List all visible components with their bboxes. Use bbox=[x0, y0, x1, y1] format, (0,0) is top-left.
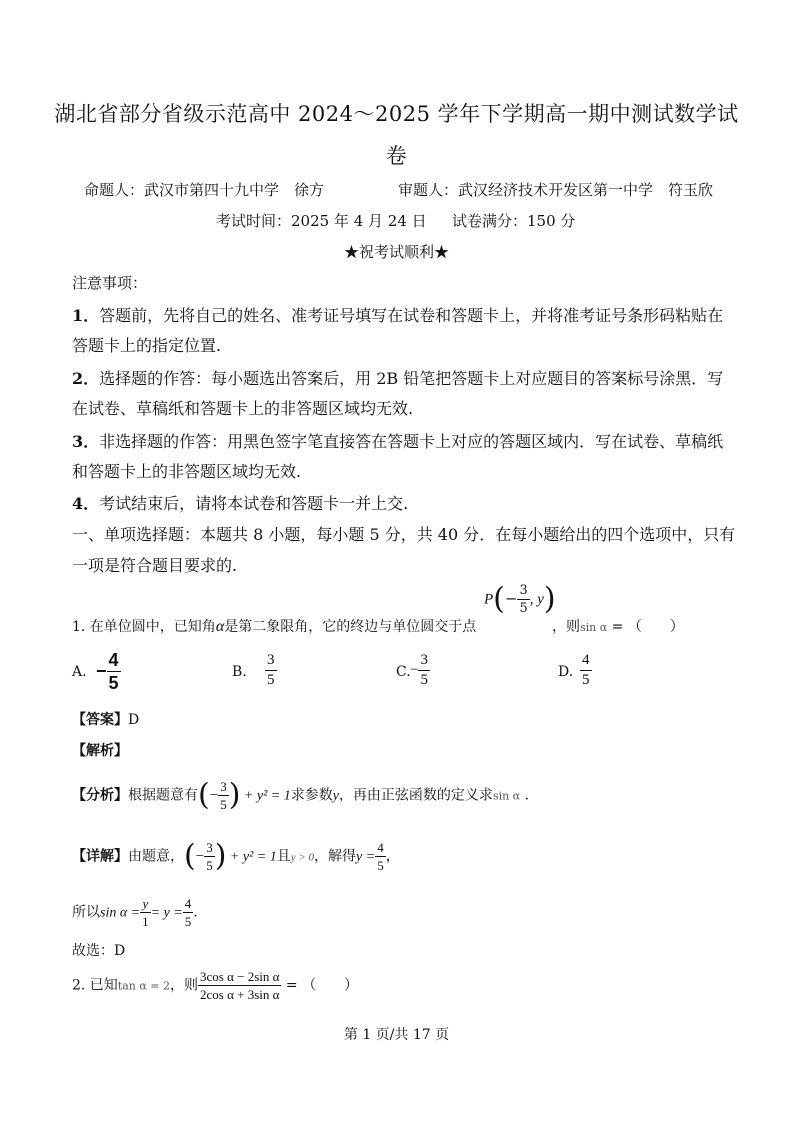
fenxi-end: . bbox=[520, 787, 530, 804]
suoyi-mid: = y = bbox=[150, 905, 183, 921]
option-d-den: 5 bbox=[582, 672, 590, 688]
suoyi-frac1 bbox=[140, 897, 151, 928]
q1-point-den: 5 bbox=[519, 601, 528, 616]
fenxi-label: 【分析】 bbox=[72, 787, 128, 804]
suoyi-sin: sin α = bbox=[100, 905, 141, 921]
section1-line2: 一项是符合题目要求的. bbox=[72, 556, 238, 575]
answer-value: D bbox=[128, 712, 140, 728]
notice-item-1-num: 1． bbox=[72, 306, 100, 325]
q2-den: 2cos α + 3sin α bbox=[200, 987, 280, 1002]
xiangjie-minus: − bbox=[195, 848, 205, 865]
suoyi-frac2 bbox=[183, 897, 194, 928]
xiangjie-text1: 由题意， bbox=[128, 848, 184, 865]
answer-label: 【答案】 bbox=[72, 712, 128, 728]
q2-num: 3cos α − 2sin α bbox=[200, 969, 280, 984]
suoyi-den2: 5 bbox=[184, 914, 192, 929]
option-b-den: 5 bbox=[267, 672, 275, 688]
fenxi-eq: + y² = 1 bbox=[240, 788, 291, 804]
q1-sin-alpha: sin α bbox=[580, 621, 608, 634]
fenxi-minus: − bbox=[209, 787, 219, 804]
section1-line1: 一、单项选择题：本题共 8 小题，每小题 5 分，共 40 分．在每小题给出的四个选项中，只有 bbox=[72, 525, 736, 544]
suoyi-line bbox=[72, 897, 198, 928]
xiangjie-label: 【详解】 bbox=[72, 848, 128, 865]
fenxi-text2: 求参数 bbox=[290, 787, 333, 804]
left-paren: ( bbox=[198, 777, 210, 813]
fenxi-text1: 根据题意有 bbox=[128, 787, 198, 804]
notice-item-4-text: 考试结束后，请将本试卷和答题卡一并上交. bbox=[99, 494, 409, 513]
xiangjie-result-den: 5 bbox=[377, 858, 384, 873]
notice-item-3-num: 3． bbox=[72, 432, 100, 451]
notice-item-1-text: 答题前，先将自己的姓名、准考证号填写在试卷和答题卡上，并将准考证号条形码粘贴在 bbox=[99, 306, 724, 325]
suoyi-den1: 1 bbox=[142, 914, 149, 929]
q1-suffix: ，则 bbox=[552, 619, 580, 635]
xiangjie-den: 5 bbox=[206, 858, 213, 873]
q2-prefix: 2. 已知 bbox=[72, 977, 118, 994]
q1-point-label: P bbox=[484, 591, 494, 608]
notice-item-2-text: 选择题的作答：每小题选出答案后，用 2B 铅笔把答题卡上对应题目的答案标号涂黑．写 bbox=[99, 369, 724, 388]
option-b-frac bbox=[265, 653, 277, 688]
xiangjie-y: y = bbox=[356, 849, 376, 865]
option-d-num: 4 bbox=[582, 652, 590, 668]
notice-heading: 注意事项： bbox=[72, 274, 148, 292]
fenxi-frac bbox=[218, 780, 229, 811]
option-c-value bbox=[410, 653, 430, 688]
xiangjie-num: 3 bbox=[206, 840, 213, 855]
q1-point-y: , y bbox=[529, 591, 544, 608]
q2-frac bbox=[198, 970, 281, 1001]
q2-mid: ，则 bbox=[170, 977, 199, 994]
option-a-sign: − bbox=[96, 661, 107, 681]
option-c-frac bbox=[418, 653, 430, 688]
option-a-num: 4 bbox=[108, 650, 119, 670]
xiangjie-cond: y > 0 bbox=[290, 851, 315, 864]
q1-point bbox=[484, 581, 556, 617]
fenxi-line bbox=[72, 777, 530, 813]
notice-item-3-text: 非选择题的作答：用黑色签字笔直接答在答题卡上对应的答题区域内．写在试卷、草稿纸 bbox=[99, 432, 724, 451]
xiangjie-frac bbox=[204, 841, 215, 872]
option-b-label: B. bbox=[232, 664, 247, 680]
suoyi-text: 所以 bbox=[72, 904, 100, 921]
wish-line: ★祝考试顺利★ bbox=[343, 243, 449, 261]
q1-middle: 是第二象限角，它的终边与单位圆交于点 bbox=[224, 619, 477, 635]
xiangjie-line bbox=[72, 838, 400, 874]
q1-tail bbox=[552, 616, 684, 636]
option-a-frac bbox=[107, 651, 121, 692]
xiangjie-end: ， bbox=[385, 848, 400, 865]
option-a-label: A. bbox=[72, 664, 87, 680]
option-d-frac bbox=[580, 653, 592, 688]
full-score: 试卷满分：150 分 bbox=[452, 212, 576, 230]
q2-suffix: = （ ） bbox=[281, 977, 359, 994]
fenxi-den: 5 bbox=[220, 797, 227, 812]
reviewer: 审题人：武汉经济技术开发区第一中学 符玉欣 bbox=[398, 181, 714, 199]
option-c-label: C. bbox=[396, 664, 411, 680]
analysis-label: 【解析】 bbox=[72, 743, 128, 759]
notice-item-3-line2: 和答题卡上的非答题区域均无效. bbox=[72, 462, 302, 481]
q1-alpha: α bbox=[215, 618, 225, 635]
q1-point-minus: − bbox=[504, 589, 518, 608]
option-a-den: 5 bbox=[108, 673, 119, 693]
xiangjie-text2: 且 bbox=[276, 848, 291, 865]
notice-item-3-line1 bbox=[72, 429, 723, 452]
notice-item-4-line1 bbox=[72, 491, 408, 514]
xiangjie-eq: + y² = 1 bbox=[226, 849, 277, 865]
option-a bbox=[72, 664, 87, 680]
option-c-den: 5 bbox=[420, 672, 428, 688]
left-paren: ( bbox=[493, 581, 505, 617]
option-b-value bbox=[265, 653, 277, 688]
q2-stem bbox=[72, 970, 358, 1001]
proposer: 命题人：武汉市第四十九中学 徐方 bbox=[84, 181, 325, 199]
suoyi-num1: y bbox=[142, 896, 149, 911]
option-c-num: 3 bbox=[420, 652, 428, 668]
right-paren: ) bbox=[214, 838, 227, 874]
q2-cond: tan α = 2 bbox=[117, 979, 171, 993]
left-paren: ( bbox=[184, 838, 196, 874]
option-d-label: D. bbox=[558, 664, 574, 680]
answer-line bbox=[72, 709, 139, 729]
option-d-value bbox=[580, 653, 592, 688]
notice-item-4-num: 4． bbox=[72, 494, 100, 513]
xiangjie-text3: ，解得 bbox=[314, 848, 357, 865]
notice-item-2-num: 2． bbox=[72, 369, 100, 388]
option-c-sign: − bbox=[410, 661, 419, 678]
fenxi-text3: ，再由正弦函数的定义求 bbox=[338, 787, 493, 804]
suoyi-end: . bbox=[193, 904, 198, 921]
xiangjie-result-num: 4 bbox=[377, 840, 384, 855]
q1-point-num: 3 bbox=[519, 583, 528, 598]
fenxi-y: y bbox=[332, 788, 339, 804]
right-paren: ) bbox=[543, 581, 556, 617]
notice-item-2-line2: 在试卷、草稿纸和答题卡上的非答题区域均无效. bbox=[72, 399, 414, 418]
suoyi-num2: 4 bbox=[184, 896, 192, 911]
fenxi-sin: sin α bbox=[492, 789, 521, 803]
q1-prefix: 1. 在单位圆中，已知角 bbox=[72, 619, 216, 635]
notice-item-1-line2: 答题卡上的指定位置. bbox=[72, 336, 222, 355]
guxuan-line: 故选：D bbox=[72, 943, 126, 959]
xiangjie-result-frac bbox=[375, 841, 386, 872]
q1-stem bbox=[72, 616, 476, 636]
option-b-num: 3 bbox=[267, 652, 275, 668]
q1-blank: = （ ） bbox=[607, 619, 684, 635]
notice-item-1-line1 bbox=[72, 303, 723, 326]
exam-time: 考试时间：2025 年 4 月 24 日 bbox=[216, 212, 427, 230]
option-a-value bbox=[96, 651, 121, 692]
exam-title-line2: 卷 bbox=[385, 144, 408, 168]
right-paren: ) bbox=[228, 777, 241, 813]
fenxi-num: 3 bbox=[220, 779, 227, 794]
exam-title-line1: 湖北省部分省级示范高中 2024～2025 学年下学期高一期中测试数学试 bbox=[54, 102, 739, 126]
page-footer: 第 1 页/共 17 页 bbox=[343, 1027, 450, 1043]
notice-item-2-line1 bbox=[72, 366, 723, 389]
q1-point-frac bbox=[517, 584, 529, 615]
